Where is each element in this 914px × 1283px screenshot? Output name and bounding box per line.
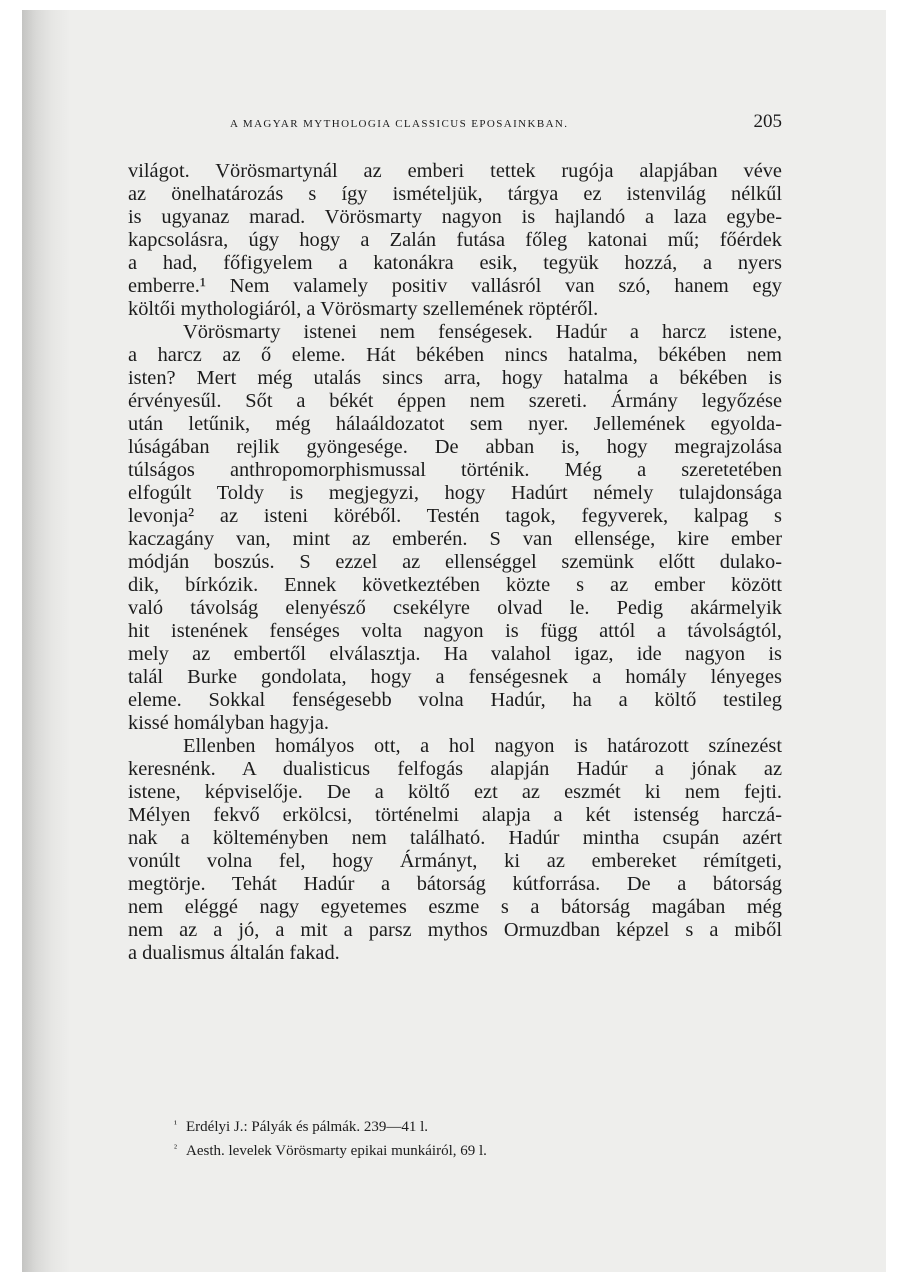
text-line: emberre.¹ Nem valamely positiv vallásról van szó, hanem egy [128,275,782,297]
footnote [174,1138,774,1162]
text-line: költői mythologiáról, a Vörösmarty szellemének röptéről. [128,298,599,320]
page-number: 205 [753,111,782,132]
text-line: világot. Vörösmartynál az emberi tettek rugója alapjában véve [128,160,782,182]
text-line: nak a költeményben nem található. Hadúr mintha csupán azért [128,827,782,849]
page-binding-shadow [22,10,70,1272]
footnote-mark: ² [174,1143,177,1154]
text-line: a dualismus általán fakad. [128,942,340,964]
text-line: túlságos anthropomorphismussal történik. Még a szeretetében [128,459,782,481]
text-line: istene, képviselője. De a költő ezt az eszmét ki nem fejti. [128,781,782,803]
text-line: az önelhatározás s így ismételjük, tárgya ez istenvilág nélkűl [128,183,782,205]
text-line: elfogúlt Toldy is megjegyzi, hogy Hadúrt némely tulajdonsága [128,482,782,504]
text-line: való távolság elenyésző csekélyre olvad le. Pedig akármelyik [128,597,782,619]
paragraph-start: Ellenben homályos ott, a hol nagyon is határozott színezést [183,735,782,757]
text-line: dik, bírkózik. Ennek következtében közte s az ember között [128,574,782,596]
text-line: nem eléggé nagy egyetemes eszme s a bátorság magában még [128,896,782,918]
running-header [128,109,782,139]
text-line: kissé homályban hagyja. [128,712,330,734]
text-line: Mélyen fekvő erkölcsi, történelmi alapja a két istenség harczá- [128,804,782,826]
text-line: nem az a jó, a mit a parsz mythos Ormuzdban képzel s a miből [128,919,782,941]
text-line: a harcz az ő eleme. Hát békében nincs hatalma, békében nem [128,344,782,366]
text-line: levonja² az isteni köréből. Testén tagok, fegyverek, kalpag s [128,505,782,527]
body-text [128,160,782,965]
text-line: után letűnik, még hálaáldozatot sem nyer. Jellemének egyolda- [128,413,782,435]
paragraph-start: Vörösmarty istenei nem fenségesek. Hadúr a harcz istene, [183,321,782,343]
running-title: A MAGYAR MYTHOLOGIA CLASSICUS EPOSAINKBAN. [230,118,569,130]
footnote [174,1114,774,1138]
text-line: vonúlt volna fel, hogy Ármányt, ki az embereket rémítgeti, [128,850,782,872]
text-line: isten? Mert még utalás sincs arra, hogy hatalma a békében is [128,367,782,389]
book-page [22,10,886,1272]
text-line: is ugyanaz marad. Vörösmarty nagyon is hajlandó a laza egybe- [128,206,782,228]
footnotes [174,1114,774,1162]
text-line: módján boszús. S ezzel az ellenséggel szemünk előtt dulako- [128,551,782,573]
text-line: lúságában rejlik gyöngesége. De abban is, hogy megrajzolása [128,436,782,458]
text-line: hit istenének fenséges volta nagyon is függ attól a távolságtól, [128,620,782,642]
text-line: kapcsolásra, úgy hogy a Zalán futása főleg katonai mű; főérdek [128,229,782,251]
footnote-text: Erdélyi J.: Pályák és pálmák. 239—41 l. [186,1119,429,1135]
text-line: érvényesűl. Sőt a békét éppen nem szereti. Ármány legyőzése [128,390,782,412]
text-line: eleme. Sokkal fenségesebb volna Hadúr, ha a költő testileg [128,689,782,711]
footnote-mark: ¹ [174,1119,177,1130]
text-line: talál Burke gondolata, hogy a fenségesnek a homály lényeges [128,666,782,688]
text-line: keresnénk. A dualisticus felfogás alapján Hadúr a jónak az [128,758,782,780]
text-line: mely az embertől elválasztja. Ha valahol igaz, ide nagyon is [128,643,782,665]
text-line: a had, főfigyelem a katonákra esik, tegyük hozzá, a nyers [128,252,782,274]
text-line: megtörje. Tehát Hadúr a bátorság kútforrása. De a bátorság [128,873,782,895]
text-line: kaczagány van, mint az emberén. S van ellensége, kire ember [128,528,782,550]
footnote-text: Aesth. levelek Vörösmarty epikai munkáiról, 69 l. [186,1143,487,1159]
